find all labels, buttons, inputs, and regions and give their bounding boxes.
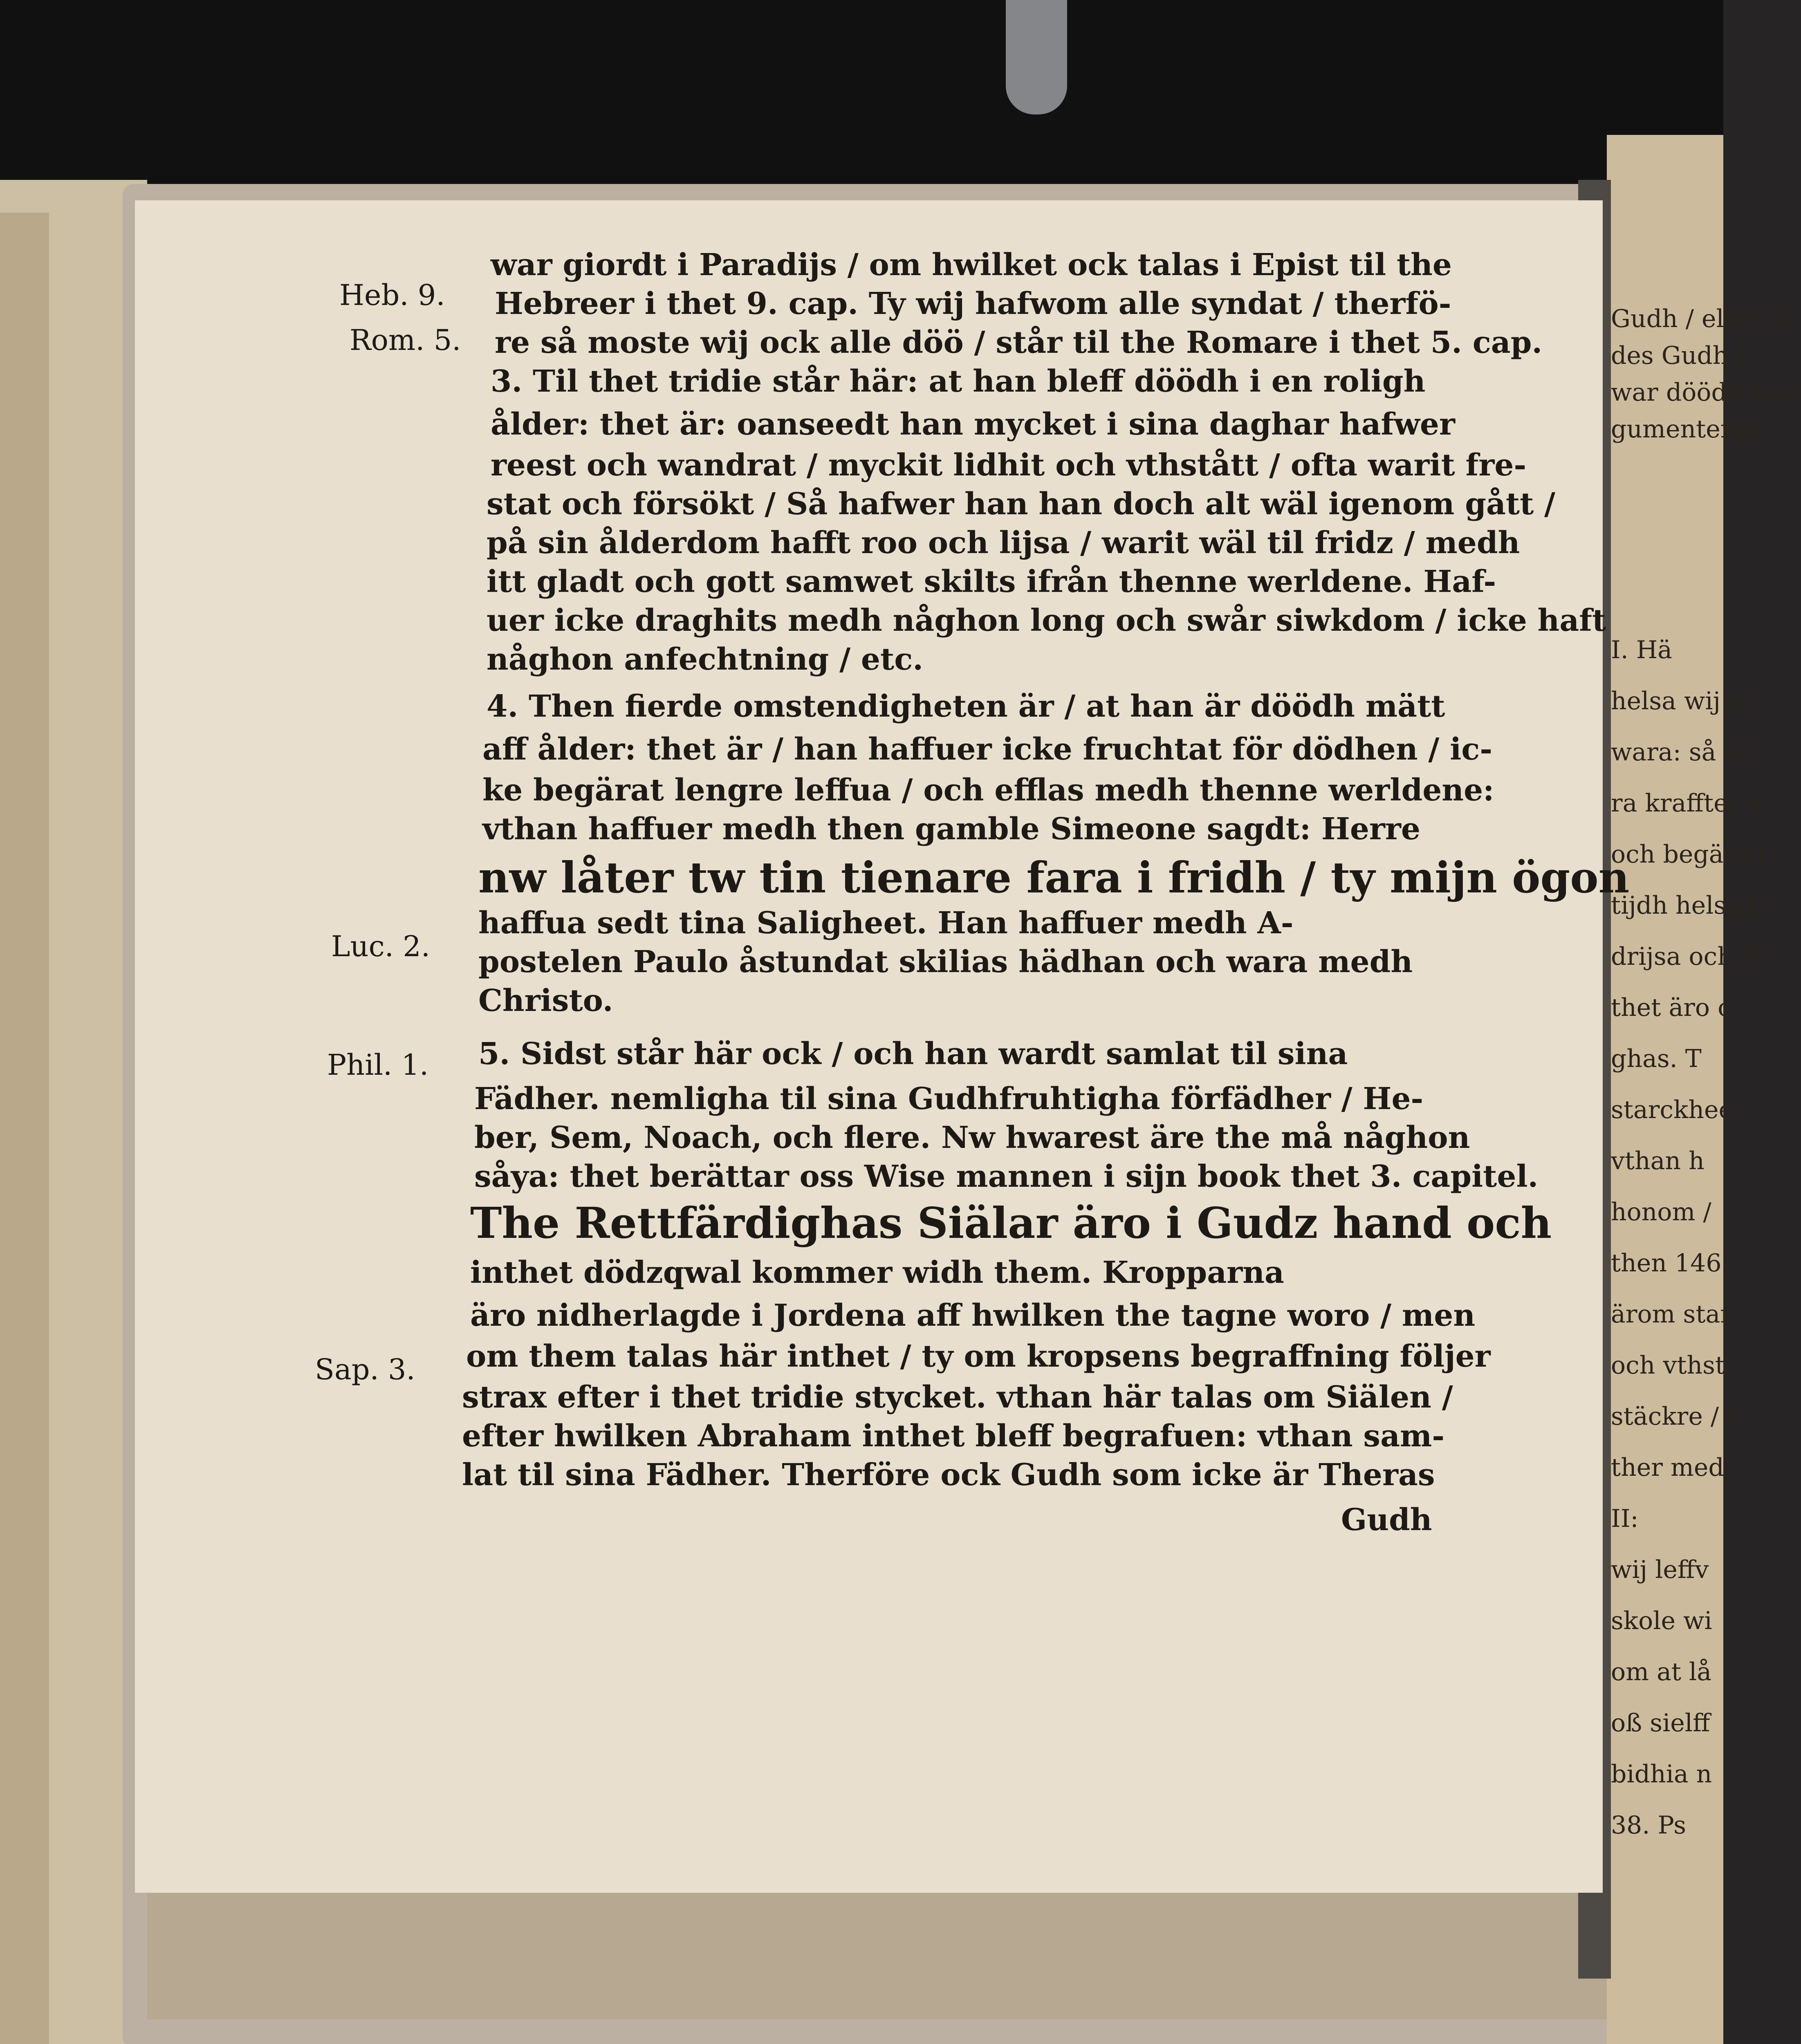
text-line: re så moste wij ock alle döö / står til the Romare i thet 5. cap. <box>495 325 1543 360</box>
page-block-bottom <box>147 1889 1635 2019</box>
text-line: ber, Sem, Noach, och flere. Nw hwarest äre the må någhon <box>474 1120 1470 1155</box>
next-page-line: ghas. T <box>1611 1044 1702 1073</box>
next-page-line: och vthst <box>1611 1351 1725 1380</box>
text-line: stat och försökt / Så hafwer han han doch alt wäl igenom gått / <box>487 486 1556 522</box>
next-page-line: I. Hä <box>1611 636 1672 664</box>
text-line: itt gladt och gott samwet skilts ifrån thenne werldene. Haf- <box>487 564 1496 599</box>
text-line: Fädher. nemligha til sina Gudhfruhtigha förfädher / He- <box>474 1081 1424 1116</box>
text-line: Christo. <box>478 983 613 1018</box>
text-line: äro nidherlagde i Jordena aff hwilken the tagne woro / men <box>470 1298 1476 1333</box>
text-line: haffua sedt tina Saligheet. Han haffuer medh A- <box>478 905 1294 941</box>
text-line: inthet dödzqwal kommer widh them. Kropparna <box>470 1255 1284 1290</box>
text-line: 3. Til thet tridie står här: at han bleff döödh i en roligh <box>491 364 1426 399</box>
next-page-line: starckhee <box>1611 1096 1733 1124</box>
next-page-line: drijsa och fö <box>1611 942 1765 971</box>
text-line: uer icke draghits medh någhon long och swår siwkdom / icke haft <box>487 603 1606 638</box>
text-line: strax efter i thet tridie stycket. vthan här talas om Siälen / <box>462 1380 1453 1415</box>
next-page-line: Gudh / eller th <box>1611 305 1792 333</box>
next-page-line: vthan h <box>1611 1147 1705 1175</box>
text-line: såya: thet berättar oss Wise mannen i sijn book thet 3. capitel. <box>474 1159 1539 1194</box>
text-line: The Rettfärdighas Siälar äro i Gudz hand och <box>470 1198 1552 1248</box>
next-page-line: och begära l <box>1611 840 1766 869</box>
text-line: ke begärat lengre leffua / och efflas medh thenne werldene: <box>482 773 1494 808</box>
text-line: Hebreer i thet 9. cap. Ty wij hafwom alle syndat / therfö- <box>495 286 1451 321</box>
text-line: aff ålder: thet är / han haffuer icke fruchtat för dödhen / ic- <box>482 732 1493 767</box>
next-page-line: gumenteran <box>1611 415 1763 444</box>
next-page-line: war döödh som <box>1611 378 1801 407</box>
next-page-line: wij leffv <box>1611 1555 1709 1584</box>
text-line: efter hwilken Abraham inthet bleff begrafuen: vthan sam- <box>462 1419 1445 1454</box>
next-page-line: bidhia n <box>1611 1760 1712 1788</box>
next-page-line: thet äro o <box>1611 993 1733 1022</box>
text-line: lat til sina Fädher. Therföre ock Gudh som icke är Theras <box>462 1457 1435 1493</box>
next-page-line: des Gudh / <box>1611 341 1745 370</box>
next-page-line: ärom star <box>1611 1300 1732 1329</box>
text-line: vthan haffuer medh then gamble Simeone sagdt: Herre <box>482 811 1420 847</box>
next-page-line: wara: så wi <box>1611 738 1753 766</box>
scanner-background <box>0 0 1723 192</box>
text-line: nw låter tw tin tienare fara i fridh / ty mijn ögon <box>478 852 1630 903</box>
margin-note-rom: Rom. 5. <box>350 323 461 357</box>
next-page <box>1607 135 1801 2044</box>
next-page-line: tijdh helsa o <box>1611 891 1764 920</box>
text-line: reest och wandrat / myckit lidhit och vthstått / ofta warit fre- <box>491 448 1527 483</box>
next-page-line: helsa wij m <box>1611 687 1752 715</box>
margin-note-heb: Heb. 9. <box>339 278 445 312</box>
text-line: på sin ålderdom hafft roo och lijsa / warit wäl til fridz / medh <box>487 525 1520 560</box>
next-page-line: ther med <box>1611 1453 1724 1482</box>
next-page-line: skole wi <box>1611 1607 1712 1635</box>
next-page-line: then 146. <box>1611 1249 1729 1278</box>
next-page-line: om at lå <box>1611 1658 1712 1686</box>
next-page-line: ra kraffter a <box>1611 789 1763 818</box>
next-page-line: oß sielff <box>1611 1709 1710 1737</box>
margin-note-sap: Sap. 3. <box>315 1353 415 1386</box>
text-line: 5. Sidst står här ock / och han wardt samlat til sina <box>478 1036 1348 1071</box>
next-page-line: stäckre / t <box>1611 1402 1737 1431</box>
margin-note-luc: Luc. 2. <box>331 930 431 963</box>
holder-clip-top <box>1006 0 1067 114</box>
text-line: någhon anfechtning / etc. <box>487 642 924 677</box>
text-line: om them talas här inthet / ty om kropsens begraffning följer <box>466 1339 1491 1374</box>
catchword: Gudh <box>1341 1502 1432 1537</box>
text-line: ålder: thet är: oanseedt han mycket i sina daghar hafwer <box>491 407 1456 442</box>
margin-note-phil: Phil. 1. <box>327 1048 429 1082</box>
next-page-line: II: <box>1611 1504 1639 1533</box>
text-line: war giordt i Paradijs / om hwilket ock talas i Epist til the <box>491 247 1452 282</box>
next-page-line: 38. Ps <box>1611 1811 1687 1840</box>
text-line: 4. Then fierde omstendigheten är / at han är döödh mätt <box>487 689 1445 724</box>
next-page-line: honom / <box>1611 1198 1711 1226</box>
text-line: postelen Paulo åstundat skilias hädhan och wara medh <box>478 944 1413 979</box>
book-cover-edge <box>0 213 49 2044</box>
